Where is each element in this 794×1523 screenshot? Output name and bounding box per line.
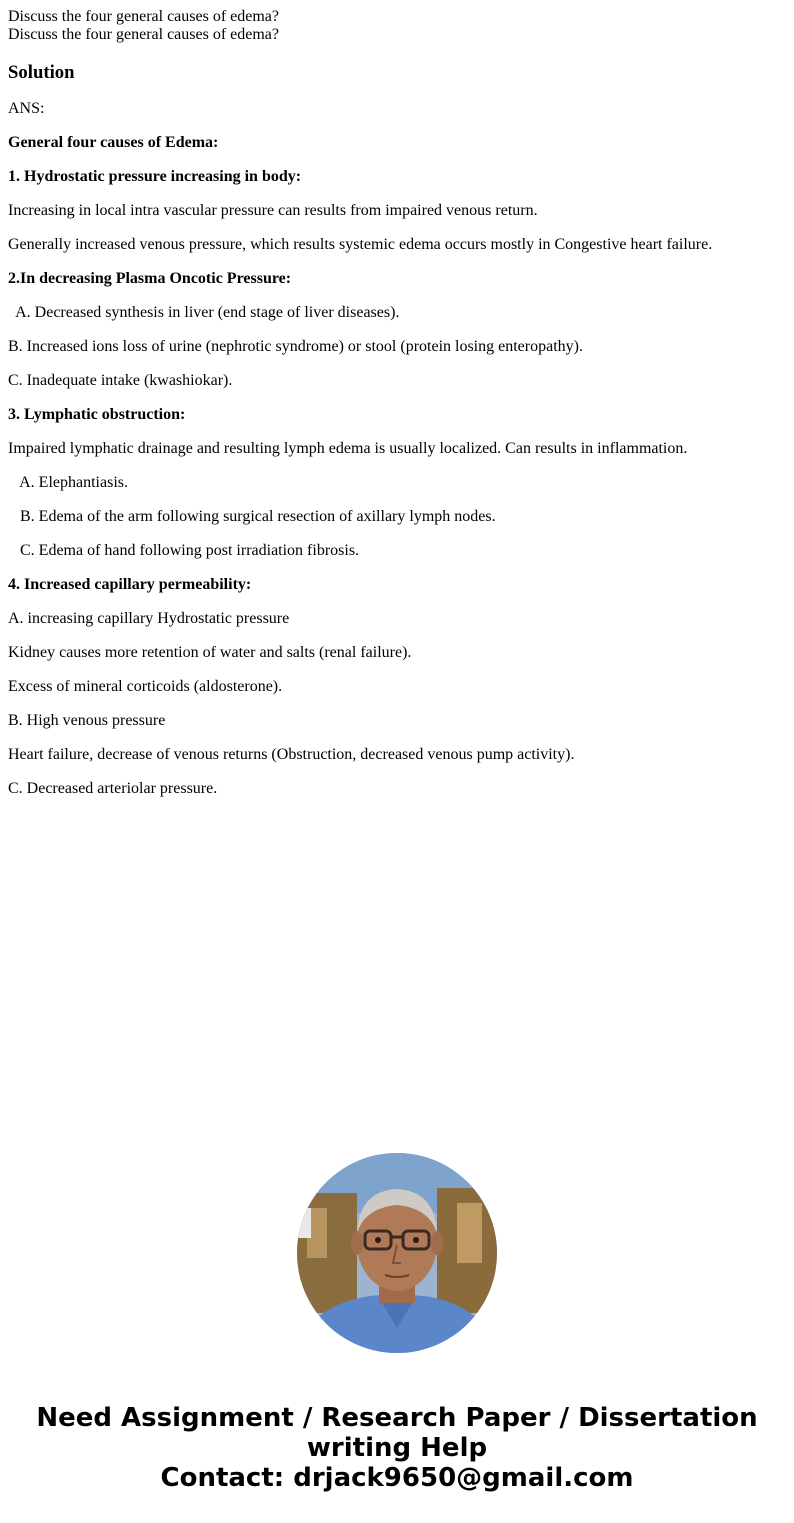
section-2-item-b: B. Increased ions loss of urine (nephrotic syndrome) or stool (protein losing enteropathy).	[8, 338, 583, 355]
section-2-heading: 2.In decreasing Plasma Oncotic Pressure:	[8, 270, 292, 287]
section-2-item-a: A. Decreased synthesis in liver (end stage of liver diseases).	[8, 304, 400, 321]
question-line-1: Discuss the four general causes of edema?	[8, 8, 279, 25]
promo-banner	[0, 1403, 794, 1493]
promo-contact: Contact: drjack9650@gmail.com	[160, 1463, 634, 1493]
section-3-item-b: B. Edema of the arm following surgical resection of axillary lymph nodes.	[8, 508, 496, 525]
section-4-item-b-detail-1: Heart failure, decrease of venous returns (Obstruction, decreased venous pump activity).	[8, 746, 575, 763]
promo-line-1: Need Assignment / Research Paper / Dissertation	[36, 1403, 758, 1433]
section-4-item-a-detail-1: Kidney causes more retention of water and salts (renal failure).	[8, 644, 412, 661]
section-3-item-a: A. Elephantiasis.	[8, 474, 128, 491]
section-1-heading: 1. Hydrostatic pressure increasing in body:	[8, 168, 302, 185]
section-3-heading: 3. Lymphatic obstruction:	[8, 406, 186, 423]
section-1-paragraph-1: Increasing in local intra vascular pressure can results from impaired venous return.	[8, 202, 538, 219]
ans-label: ANS:	[8, 100, 45, 117]
section-1-paragraph-2: Generally increased venous pressure, which results systemic edema occurs mostly in Congestive heart failure.	[8, 236, 713, 253]
promo-line-2: writing Help	[306, 1433, 488, 1463]
section-4-item-c: C. Decreased arteriolar pressure.	[8, 780, 218, 797]
section-4-heading: 4. Increased capillary permeability:	[8, 576, 252, 593]
main-heading: General four causes of Edema:	[8, 134, 219, 151]
author-avatar	[297, 1153, 497, 1353]
section-3-item-c: C. Edema of hand following post irradiation fibrosis.	[8, 542, 360, 559]
section-2-item-c: C. Inadequate intake (kwashiokar).	[8, 372, 233, 389]
question-line-2: Discuss the four general causes of edema?	[8, 26, 279, 43]
document-body	[8, 8, 786, 798]
solution-heading: Solution	[8, 62, 75, 83]
section-3-paragraph-1: Impaired lymphatic drainage and resulting lymph edema is usually localized. Can results in inflammation.	[8, 440, 688, 457]
section-4-item-a: A. increasing capillary Hydrostatic pressure	[8, 610, 290, 627]
section-4-item-a-detail-2: Excess of mineral corticoids (aldosterone).	[8, 678, 283, 695]
section-4-item-b: B. High venous pressure	[8, 712, 166, 729]
author-portrait	[297, 1153, 497, 1353]
